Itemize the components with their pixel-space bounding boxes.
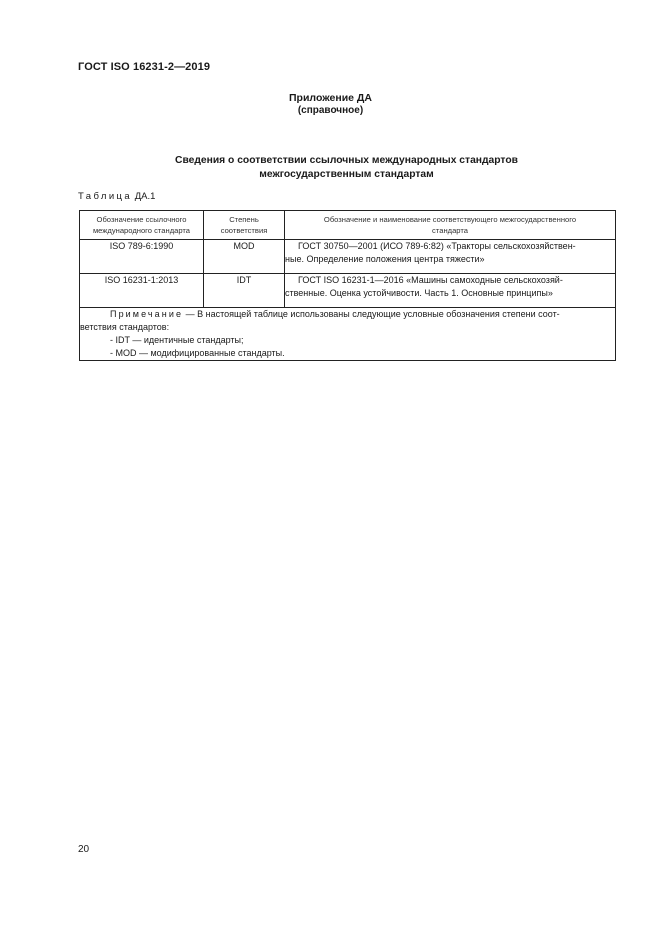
table-label-number: ДА.1: [134, 191, 156, 202]
note-item-mod: - MOD — модифицированные стандарты.: [110, 348, 285, 358]
degree-cell: IDT: [204, 274, 285, 308]
section-heading-line-2: межгосударственным стандартам: [259, 168, 434, 180]
interstate-standard-cell: ГОСТ 30750—2001 (ИСО 789-6:82) «Тракторы сельскохозяйствен- ные. Определение положения центра тяжести»: [285, 240, 616, 274]
page-number: 20: [78, 844, 90, 855]
annex-title: Приложение ДА: [289, 92, 372, 104]
table-label-word: Таблица: [78, 191, 133, 202]
column-header-interstate-standard: Обозначение и наименование соответствующего межгосударственного стандарта: [285, 211, 616, 240]
column-header-degree: Степень соответствия: [204, 211, 285, 240]
document-code: ГОСТ ISO 16231-2—2019: [78, 61, 211, 73]
note-item-idt: - IDT — идентичные стандарты;: [110, 335, 244, 345]
table-row: [80, 240, 616, 274]
interstate-standard-cell: ГОСТ ISO 16231-1—2016 «Машины самоходные сельскохозяй- ственные. Оценка устойчивости. Часть 1. Основные принципы»: [285, 274, 616, 308]
degree-cell: MOD: [204, 240, 285, 274]
table-row: [80, 274, 616, 308]
section-heading-line-1: Сведения о соответствии ссылочных международных стандартов: [175, 155, 518, 166]
table-header-row: [80, 211, 616, 240]
column-header-reference-standard: Обозначение ссылочного международного стандарта: [80, 211, 204, 240]
reference-standard-cell: ISO 16231-1:2013: [80, 274, 204, 308]
table-note: Примечание — В настоящей таблице использованы следующие условные обозначения степени соот- ветствия стандартов: - IDT — идентичные стандарты; - MOD — модифицированные стандарты.: [80, 308, 616, 361]
reference-standard-cell: ISO 789-6:1990: [80, 240, 204, 274]
table-note-row: [80, 308, 616, 361]
section-heading: [0, 154, 661, 181]
table-label: [78, 191, 155, 202]
correspondence-table: [79, 210, 616, 361]
annex-subtitle: (справочное): [297, 105, 364, 116]
note-word: Примечание: [110, 309, 184, 319]
